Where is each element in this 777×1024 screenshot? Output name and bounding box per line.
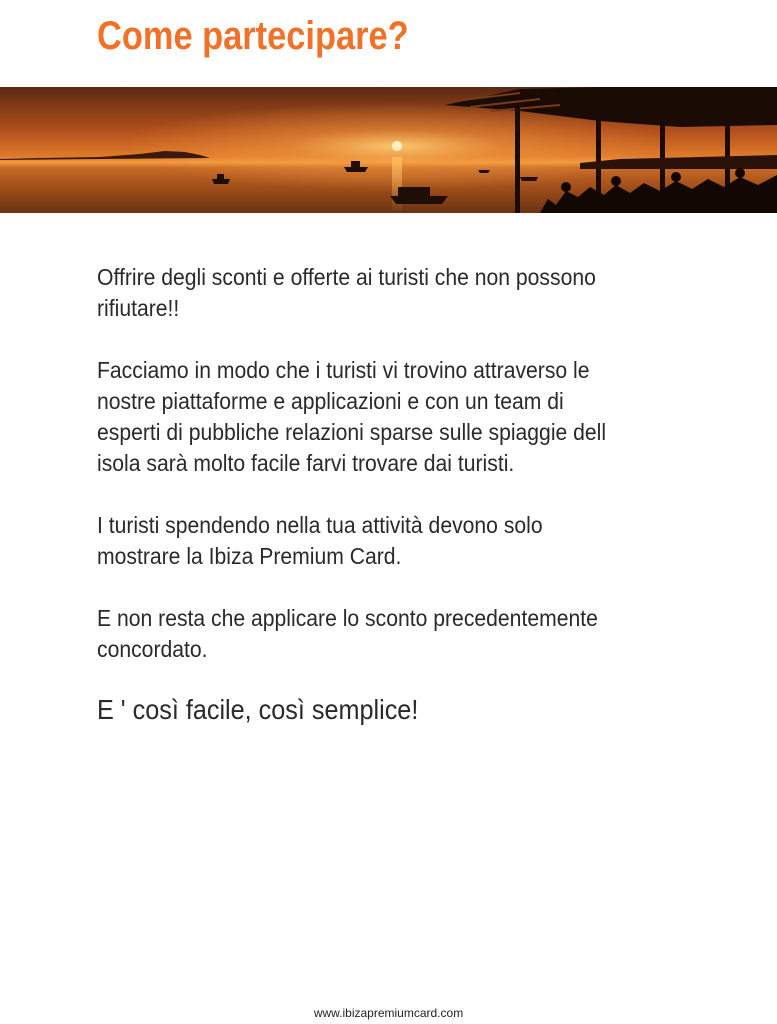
page-title: Come partecipare? [97, 14, 409, 58]
paragraph-platforms: Facciamo in modo che i turisti vi trovino attraverso le nostre piattaforme e applicazioni e con un team di esperti di pubbliche relazioni sparse sulle spiaggie dell isola sarà molto facile farvi trovare dai turisti. [97, 357, 607, 476]
footer-website[interactable]: www.ibizapremiumcard.com [313, 1006, 464, 1020]
closing-statement: E ' così facile, così semplice! [97, 694, 419, 725]
paragraph-card: I turisti spendendo nella tua attività devono solo mostrare la Ibiza Premium Card. [97, 512, 543, 569]
sunset-sea-photo-icon [0, 87, 777, 213]
paragraph-offers: Offrire degli sconti e offerte ai turisti che non possono rifiutare!! [97, 264, 596, 321]
body-text [97, 262, 757, 728]
paragraph-discount: E non resta che applicare lo sconto precedentemente concordato. [97, 605, 598, 662]
